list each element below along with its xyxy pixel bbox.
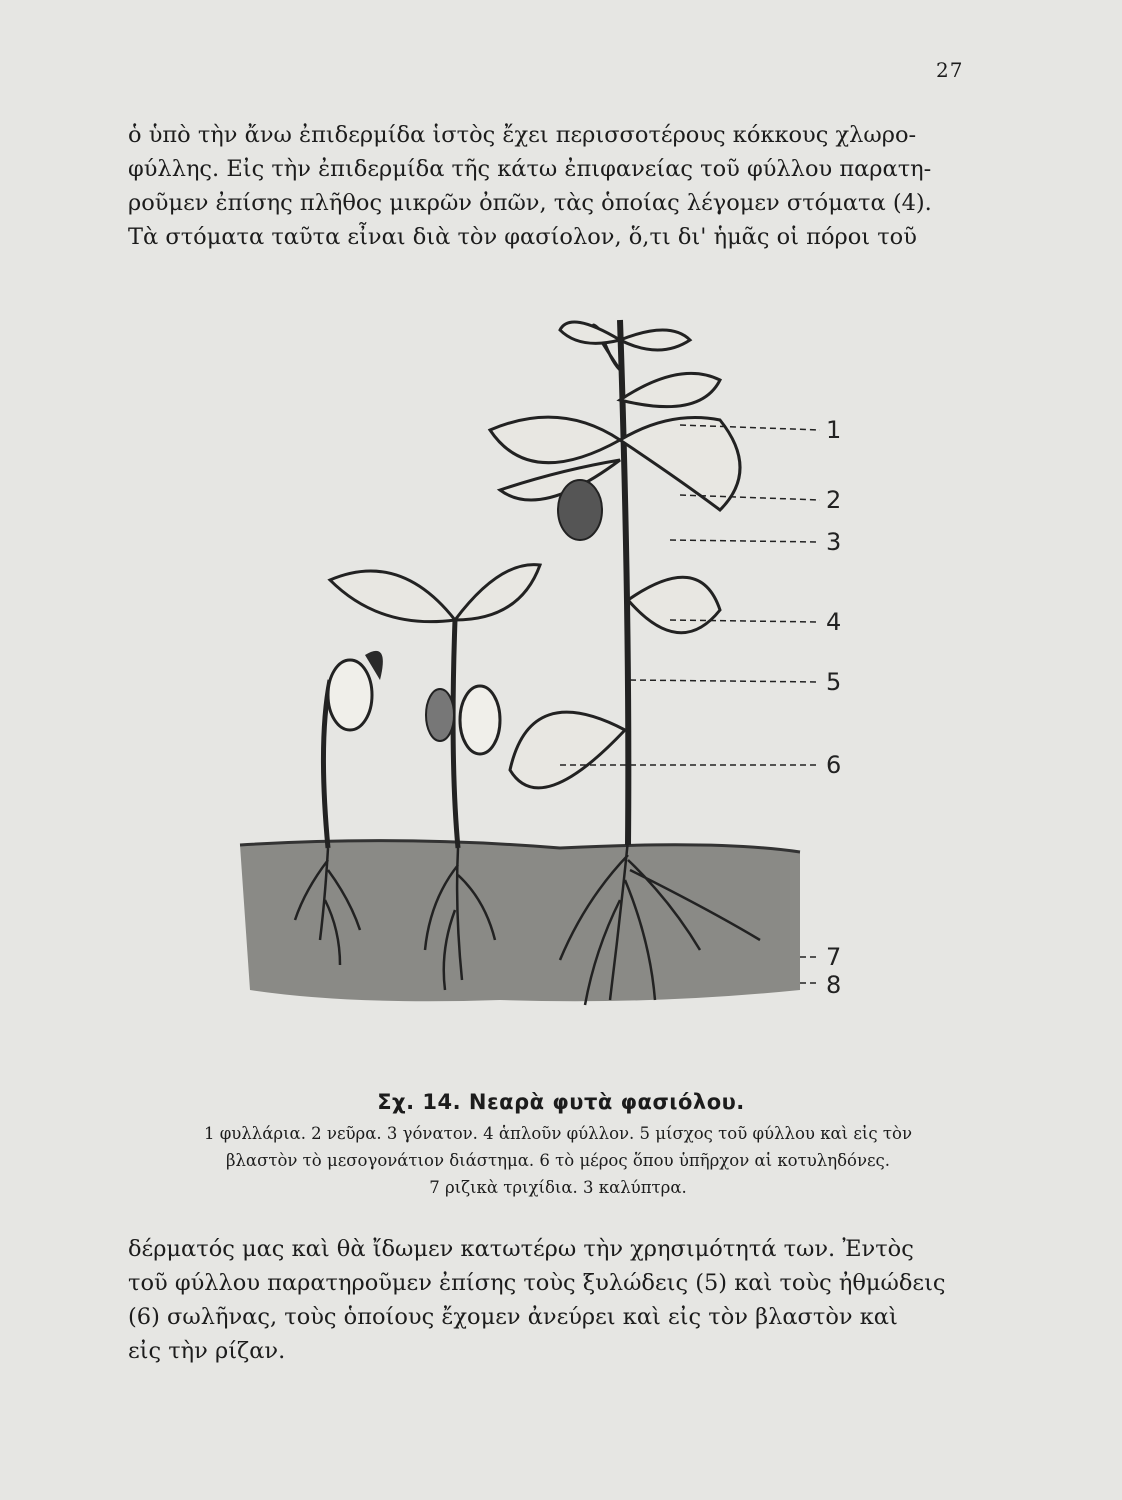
figure-caption xyxy=(128,1120,988,1201)
caption-line: 7 ριζικὰ τριχίδια. 3 καλύπτρα. xyxy=(429,1178,687,1197)
text-line: εἰς τὴν ρίζαν. xyxy=(128,1338,286,1364)
top-paragraph xyxy=(128,118,988,254)
label-5: 5 xyxy=(826,668,842,696)
bottom-paragraph xyxy=(128,1232,988,1368)
text-line: τοῦ φύλλου παρατηροῦμεν ἐπίσης τοὺς ξυλώδεις (5) καὶ τοὺς ἠθμώδεις xyxy=(128,1270,946,1296)
label-4: 4 xyxy=(826,608,842,636)
label-3: 3 xyxy=(826,528,842,556)
caption-line: 1 φυλλάρια. 2 νεῦρα. 3 γόνατον. 4 ἁπλοῦν φύλλον. 5 μίσχος τοῦ φύλλου καὶ εἰς τὸν xyxy=(204,1124,912,1143)
label-8: 8 xyxy=(826,971,842,999)
text-line: δέρματός μας καὶ θὰ ἴδωμεν κατωτέρω τὴν χρησιμότητά των. Ἐντὸς xyxy=(128,1236,914,1262)
text-line: ὁ ὑπὸ τὴν ἄνω ἐπιδερμίδα ἱστὸς ἔχει περισσοτέρους κόκκους χλωρο- xyxy=(128,122,917,148)
label-6: 6 xyxy=(826,751,842,779)
bean-plants-illustration xyxy=(200,300,900,1070)
caption-line: βλαστὸν τὸ μεσογονάτιον διάστημα. 6 τὸ μέρος ὅπου ὑπῆρχον αἱ κοτυληδόνες. xyxy=(225,1151,891,1170)
text-line: (6) σωλῆνας, τοὺς ὁποίους ἔχομεν ἀνεύρει καὶ εἰς τὸν βλαστὸν καὶ xyxy=(128,1304,898,1330)
label-2: 2 xyxy=(826,486,842,514)
text-line: ροῦμεν ἐπίσης πλῆθος μικρῶν ὀπῶν, τὰς ὁποίας λέγομεν στόματα (4). xyxy=(128,190,932,216)
text-line: φύλλης. Εἰς τὴν ἐπιδερμίδα τῆς κάτω ἐπιφανείας τοῦ φύλλου παρατη- xyxy=(128,156,932,182)
seedling-left xyxy=(323,651,382,848)
page-number: 27 xyxy=(936,58,964,82)
label-7: 7 xyxy=(826,943,842,971)
figure-caption-title: Σχ. 14. Νεαρὰ φυτὰ φασιόλου. xyxy=(377,1090,745,1114)
label-1: 1 xyxy=(826,416,842,444)
text-line: Τὰ στόματα ταῦτα εἶναι διὰ τὸν φασίολον, ὅ,τι δι' ἡμᾶς οἱ πόροι τοῦ xyxy=(128,224,917,250)
